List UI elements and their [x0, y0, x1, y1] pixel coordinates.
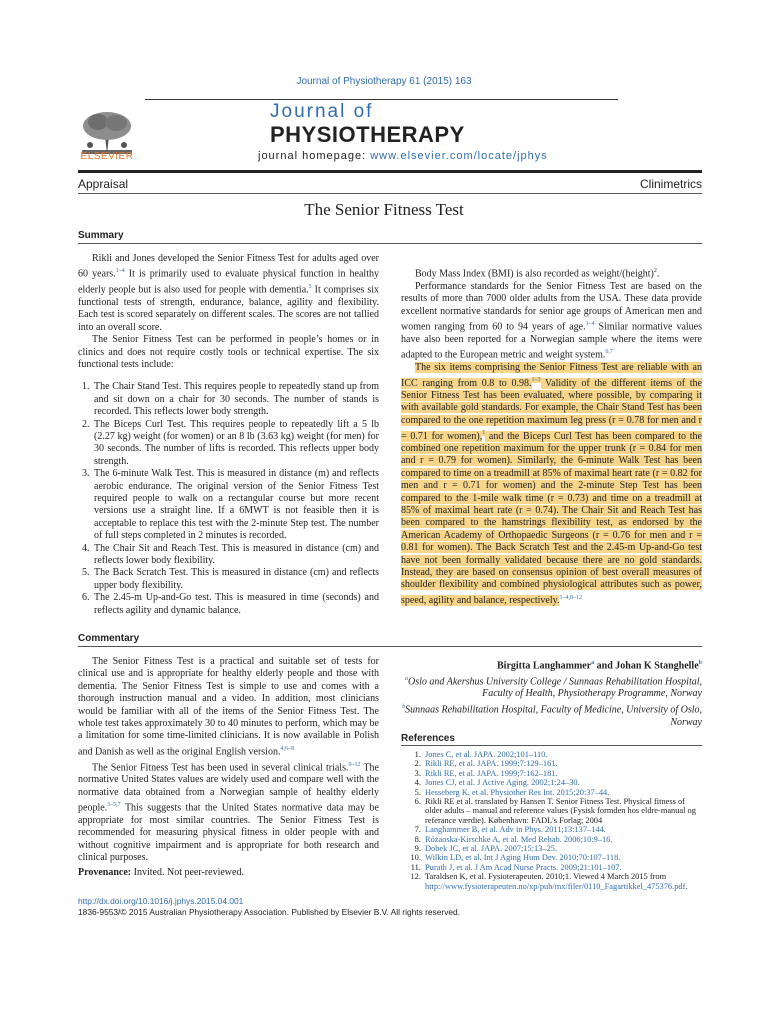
masthead-top-rule — [145, 99, 618, 100]
reference-link[interactable]: Dobek JC, et al. JAPA. 2007;15:13–25. — [425, 844, 558, 854]
reference-item[interactable] — [423, 844, 702, 853]
references-heading: References — [401, 733, 455, 744]
list-item: 5. The Back Scratch Test. This is measured in distance (cm) and reflects upper body flexibility. — [92, 567, 379, 592]
publisher-name: ELSEVIER — [80, 151, 134, 162]
article-title: The Senior Fitness Test — [304, 200, 464, 219]
category-label: Clinimetrics — [639, 177, 702, 191]
reference-link[interactable]: Wilkin LD, et al. Int J Aging Hum Dev. 2010;70:107–118. — [425, 853, 621, 863]
journal-of-label: Journal of — [270, 101, 374, 122]
affiliation-a: $^a$Oslo and Akershus University College / Sunnaas Rehabilitation Hospital, Faculty of Health, Physiotherapy Programme, Norway — [405, 675, 702, 700]
authors-block — [401, 657, 702, 729]
list-item: 3. The 6-minute Walk Test. This is measured in distance (m) and reflects aerobic endurance. The original version of the Senior Fitness Test required people to walk on a rectangular course but more recent versions use a straight line. If a 6MWT is not feasible then it is acceptable to replace this test with the 2-minute Step test. The number of full steps completed in 2 minutes is recorded. — [92, 468, 379, 542]
reference-item[interactable] — [423, 825, 702, 834]
commentary-paragraph: The Senior Fitness Test has been used in several clinical trials.$^{9-12}$ The normative United States values are widely used and compare well with the normative data obtained from a Norwegian sample of healthy elderly people.$^{3-5,7}$ This suggests that the United States normative data may be appropriate for most similar countries. The Senior Fitness Test is recommended for measuring physical fitness in older people with and without cognitive impairment and is appropriate for both research and clinical purposes. — [78, 761, 379, 864]
divider — [78, 646, 702, 647]
reference-item[interactable] — [423, 778, 702, 787]
reference-item[interactable]: 12. Taraldsen K, et al. Fysioterapeuten. 2010;1. Viewed 4 March 2015 from http://www.fysioterapeuten.no/xp/pub/mx/filer/0110_Fagartikkel_475376.pdf. — [423, 872, 702, 891]
reference-item[interactable] — [423, 750, 702, 759]
summary-paragraph: Performance standards for the Senior Fitness Test are based on the results of more than 7000 older adults from the USA. These data provide excellent normative standards for senior age groups of American men and women ranging from 60 to 94 years of age.$^{1-4}$ Similar normative values have also been reported for a Norwegian sample where the items were adapted to the European metric and weight system.$^{6,7}$ — [401, 280, 702, 361]
affiliation-b: $^b$Sunnaas Rehabilitation Hospital, Faculty of Medicine, University of Oslo, Norway — [402, 703, 702, 728]
reference-link[interactable]: Jones CJ, et al. J Active Aging. 2002;1:24–30. — [425, 778, 580, 788]
homepage-link[interactable]: www.elsevier.com/locate/jphys — [370, 150, 548, 162]
journal-homepage — [258, 150, 548, 162]
commentary-column — [78, 656, 379, 880]
provenance: Provenance: Invited. Not peer-reviewed. — [78, 867, 244, 879]
reference-link[interactable]: Rikli RE, et al. JAPA. 1999;7:129–161. — [425, 759, 558, 769]
author-names: Birgitta Langhammer$^a$ and Johan K Stanghelle$^b$ — [497, 660, 702, 672]
journal-citation[interactable]: Journal of Physiotherapy 61 (2015) 163 — [296, 76, 472, 87]
reference-link[interactable]: http://www.fysioterapeuten.no/xp/pub/mx/filer/0110_Fagartikkel_475376.pdf — [425, 881, 686, 891]
homepage-label: journal homepage: — [258, 150, 367, 162]
summary-heading: Summary — [78, 230, 124, 241]
list-item: 1. The Chair Stand Test. This requires people to repeatedly stand up from and sit down on a chair for 30 seconds. The number of stands is recorded. This reflects lower body strength. — [92, 381, 379, 418]
divider — [78, 243, 702, 244]
reference-link[interactable]: Purath J, et al. J Am Acad Nurse Practs. 2009;21:101–107. — [425, 862, 622, 872]
reference-link[interactable]: Różaoska-Kirschke A, et al. Med Rehab. 2006;10:9–16. — [425, 834, 613, 844]
list-item: 2. The Biceps Curl Test. This requires people to repeatedly lift a 5 lb (2.27 kg) weight (for women) or an 8 lb (3.63 kg) weight (for men) for 30 seconds. The number of lifts is recorded. This reflects upper body strength. — [92, 419, 379, 469]
section-label: Appraisal — [78, 177, 129, 191]
references-list — [401, 750, 702, 891]
list-item: 4. The Chair Sit and Reach Test. This is measured in distance (cm) and reflects lower body flexibility. — [92, 543, 379, 568]
divider — [78, 193, 702, 194]
reference-item: 6. Rikli RE et al. translated by Hansen T. Senior Fitness Test. Physical fitness of older adults – manual and reference values (Fysisk formden hos eldre-manual og referance værdie). København: FADL's Forlag; 2004 — [423, 797, 702, 825]
reference-link[interactable]: Rikli RE, et al. JAPA. 1999;7:162–181. — [425, 768, 558, 778]
reference-item[interactable] — [423, 788, 702, 797]
highlighted-paragraph: The six items comprising the Senior Fitness Test are reliable with an ICC ranging from 0.8 to 0.98.$^{1-3}$ Validity of the different items of the Senior Fitness Test has been evaluated, where possible, by comparing it with available gold standards. For example, the Chair Stand Test has been compared to the one repetition maximum leg press (r = 0.78 for men and r = 0.71 for women),$^1$ and the Biceps Curl Test has been compared to the combined one repetition maximum for the upper trunk (r = 0.84 for men and r = 0.79 for women). Similarly, the 6-minute Walk Test has been compared to time on a treadmill at 85% of maximal heart rate (r = 0.82 for men and r = 0.71 for women) and the 2-minute Step Test has been compared to the 1-mile walk time (r = 0.73) and time on a treadmill at 85% of maximal heart rate (r = 0.74). The Chair Sit and Reach Test has been compared to the hamstrings flexibility test, as endorsed by the American Academy of Orthopaedic Surgeons (r = 0.76 for men and r = 0.81 for women). The Back Scratch Test and the 2.45-m Up-and-Go test have not been formally validated because there are no gold standards. Instead, they are based on consensus opinion of best overall measures of shoulder flexibility and combined physiological attributes such as power, speed, agility and balance, respectively.$^{1-4,8-12}$ — [401, 361, 702, 607]
divider — [401, 745, 702, 746]
reference-item[interactable] — [423, 835, 702, 844]
reference-link[interactable]: Hesseberg K, et al. Physiother Res Int. 2015;20:37–44. — [425, 787, 610, 797]
reference-item[interactable] — [423, 853, 702, 862]
journal-name: PHYSIOTHERAPY — [270, 122, 465, 147]
summary-paragraph: Body Mass Index (BMI) is also recorded as weight/(height)$^2$. — [415, 268, 660, 280]
summary-paragraph: Rikli and Jones developed the Senior Fitness Test for adults aged over 60 years.$^{1-4}$ It is primarily used to evaluate physical function in healthy elderly people but is also used for people with dementia.$^5$ It comprises six functional tests of strength, endurance, balance, agility and flexibility. Each test is scored separately on different scales. The scores are not tallied into an overall score. — [78, 253, 379, 333]
commentary-paragraph: The Senior Fitness Test is a practical and suitable set of tests for clinical use and is appropriate for healthy elderly people and those with dementia. The Senior Fitness Test is simple to use and comes with a thorough instruction manual and a video. In addition, most clinicians would be familiar with all of the items of the Senior Fitness Test. The whole test takes approximately 30 to 40 minutes to perform, which may be a limitation for some time-limited clinicians. It is now available in Polish and Danish as well as the original English version.$^{4,6-8}$ — [78, 656, 379, 758]
summary-left-column — [78, 253, 379, 617]
commentary-heading: Commentary — [78, 633, 140, 644]
doi-link[interactable]: http://dx.doi.org/10.1016/j.jphys.2015.04.001 — [78, 896, 244, 906]
summary-paragraph: The Senior Fitness Test can be performed in people’s homes or in clinics and does not require costly tools or technical expertise. The six functional tests include: — [78, 334, 379, 370]
reference-item[interactable] — [423, 759, 702, 768]
reference-item[interactable] — [423, 769, 702, 778]
list-item: 6. The 2.45-m Up-and-Go test. This is measured in time (seconds) and reflects agility and dynamic balance. — [92, 592, 379, 617]
summary-right-column — [401, 265, 702, 608]
reference-link[interactable]: Langhammer B, et al. Adv in Phys. 2011;13:137–144. — [425, 825, 606, 835]
functional-tests-list — [78, 381, 379, 617]
reference-item[interactable] — [423, 863, 702, 872]
reference-link[interactable]: Jones C, et al. JAPA. 2002;101–110. — [425, 750, 548, 759]
copyright: 1836-9553/© 2015 Australian Physiotherapy Association. Published by Elsevier B.V. All rights reserved. — [78, 907, 461, 917]
masthead-bottom-rule — [78, 170, 702, 173]
